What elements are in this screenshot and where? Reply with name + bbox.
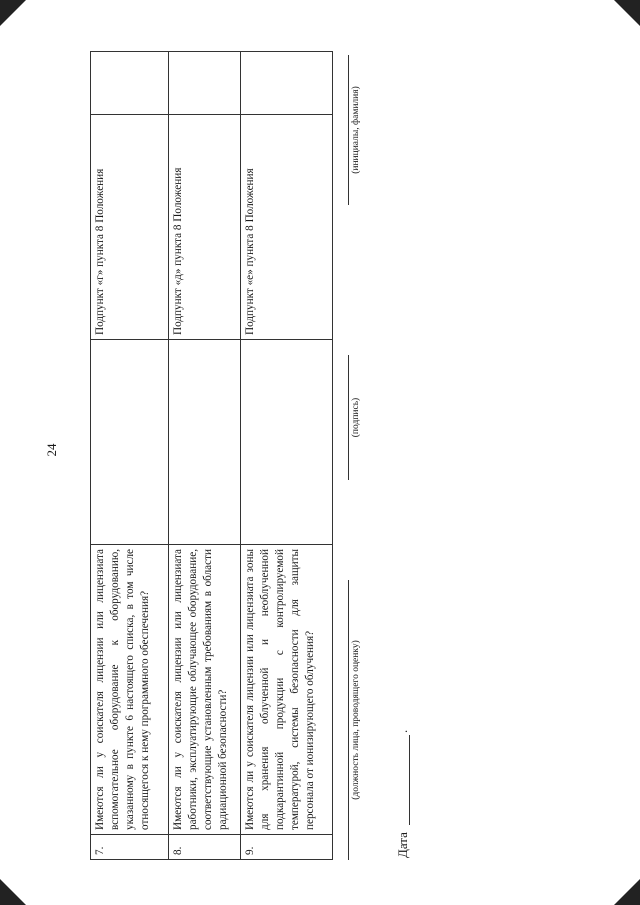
row-answer [169, 340, 241, 545]
position-caption: (должность лица, проводящего оценку) [351, 640, 361, 800]
row-reference: Подпункт «д» пункта 8 Положения [169, 115, 241, 340]
name-line [348, 55, 349, 205]
date-line [409, 735, 410, 825]
row-number: 7. [91, 835, 169, 860]
signature-line [348, 355, 349, 480]
row-question: Имеются ли у соискателя лицензии или лицензиата зоны для хранения облученной и необлученной подкарантинной продукции с контролируемой температурой, системы безопасности для защиты персонала от ионизирующего облучения? [241, 545, 333, 835]
row-note [91, 52, 169, 115]
row-note [241, 52, 333, 115]
date-label: Дата [395, 832, 410, 858]
row-question: Имеются ли у соискателя лицензии или лицензиата работники, эксплуатирующие облучающее оборудование, соответствующие установленным требованиям в области радиационной безопасности? [169, 545, 241, 835]
row-note [169, 52, 241, 115]
date-suffix: . [395, 729, 410, 733]
signature-caption: (подпись) [351, 397, 361, 438]
row-answer [241, 340, 333, 545]
page-number: 24 [44, 443, 59, 457]
row-question: Имеются ли у соискателя лицензии или лицензиата вспомогательное оборудование к оборудованию, указанному в пункте 6 настоящего списка, в том числе относящегося к нему программного обеспечения? [91, 545, 169, 835]
table-row [169, 52, 241, 860]
row-answer [91, 340, 169, 545]
name-caption: (инициалы, фамилия) [351, 86, 361, 174]
table-row [91, 52, 169, 860]
position-line [348, 580, 349, 860]
row-reference: Подпункт «е» пункта 8 Положения [241, 115, 333, 340]
row-reference: Подпункт «г» пункта 8 Положения [91, 115, 169, 340]
row-number: 8. [169, 835, 241, 860]
table-row [241, 52, 333, 860]
row-number: 9. [241, 835, 333, 860]
checklist-table [90, 51, 333, 860]
